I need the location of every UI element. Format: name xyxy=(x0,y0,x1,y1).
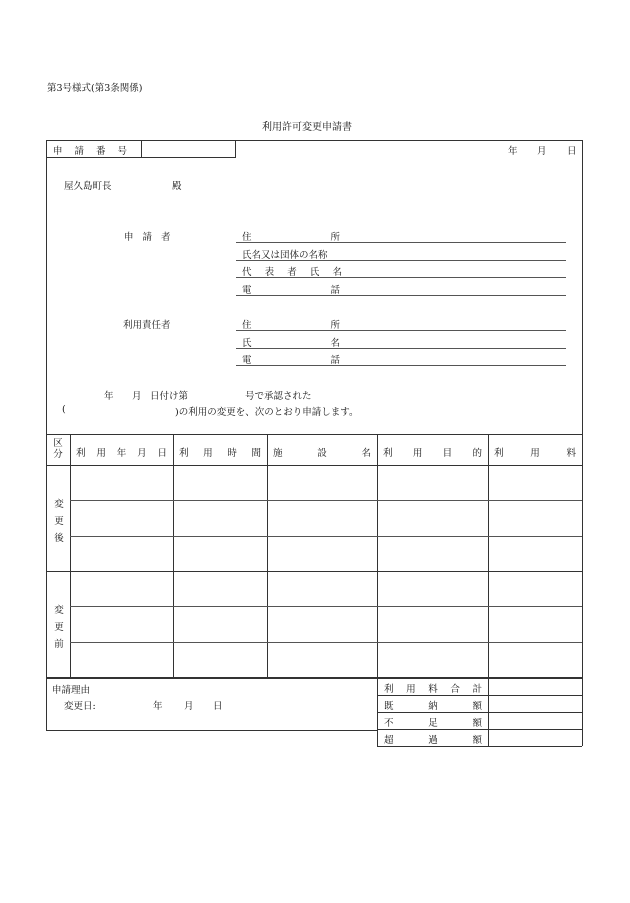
applicant-field-3-label: 電 話 xyxy=(242,284,340,296)
fee-row-line xyxy=(377,712,582,713)
table-cell[interactable] xyxy=(269,644,375,675)
responsible-label: 利用責任者 xyxy=(123,320,171,331)
fee-value-0[interactable] xyxy=(492,681,578,693)
table-cell[interactable] xyxy=(379,467,486,498)
applicant-field-0-underline xyxy=(236,242,566,243)
change-date-month: 月 xyxy=(184,701,194,712)
table-row-line xyxy=(70,606,582,607)
table-cell[interactable] xyxy=(72,644,171,675)
fee-value-3[interactable] xyxy=(492,732,578,744)
table-header-bottom xyxy=(46,465,582,466)
section-label-1: 変 更 前 xyxy=(54,604,64,650)
applicant-field-2-input[interactable] xyxy=(360,264,560,276)
col-header-1: 利 用 年 月 日 xyxy=(76,448,167,459)
change-date-label: 変更日: xyxy=(64,701,96,712)
statement-approved: 号で承認された xyxy=(245,391,312,402)
fee-bottom-border xyxy=(377,746,582,747)
applicant-field-3-underline xyxy=(236,295,566,296)
date-day: 日 xyxy=(567,146,577,157)
table-cell[interactable] xyxy=(269,573,375,604)
table-cell[interactable] xyxy=(269,467,375,498)
applicant-field-2-label: 代 表 者 氏 名 xyxy=(242,267,342,278)
table-cell[interactable] xyxy=(490,644,580,675)
fee-label-1: 既 納 額 xyxy=(384,701,482,712)
applicant-label: 申請者 xyxy=(124,232,180,243)
responsible-field-2-label: 電 話 xyxy=(242,355,340,366)
table-row-line xyxy=(70,642,582,643)
statement-request: )の利用の変更を、次のとおり申請します。 xyxy=(175,407,359,418)
table-cell[interactable] xyxy=(175,573,265,604)
table-cell[interactable] xyxy=(379,644,486,675)
outer-bottom-border xyxy=(46,730,377,731)
applicant-field-1-underline xyxy=(236,260,566,261)
table-cell[interactable] xyxy=(72,573,171,604)
table-cell[interactable] xyxy=(175,644,265,675)
fee-label-3: 超 過 額 xyxy=(384,735,482,746)
table-cell[interactable] xyxy=(379,502,486,533)
table-cell[interactable] xyxy=(379,573,486,604)
date-month: 月 xyxy=(537,146,547,157)
outer-right-border xyxy=(582,140,583,678)
reason-label: 申請理由 xyxy=(52,685,91,696)
applicant-field-2-underline xyxy=(236,277,566,278)
table-cell[interactable] xyxy=(490,467,580,498)
fee-right-border xyxy=(582,678,583,746)
document-title: 利用許可変更申請書 xyxy=(262,122,352,133)
responsible-field-1-underline xyxy=(236,348,566,349)
table-cell[interactable] xyxy=(72,467,171,498)
responsible-field-2-underline xyxy=(236,365,566,366)
table-cell[interactable] xyxy=(379,608,486,639)
fee-value-2[interactable] xyxy=(492,715,578,727)
table-cell[interactable] xyxy=(269,538,375,569)
statement-month: 月 xyxy=(132,391,142,402)
responsible-field-0-input[interactable] xyxy=(360,317,560,329)
date-year: 年 xyxy=(508,146,518,157)
table-cell[interactable] xyxy=(175,502,265,533)
responsible-field-0-underline xyxy=(236,330,566,331)
table-cell[interactable] xyxy=(490,538,580,569)
fee-row-line xyxy=(377,729,582,730)
applicant-field-1-label: 氏名又は団体の名称 xyxy=(242,249,328,261)
applicant-field-3-input[interactable] xyxy=(360,282,560,294)
table-top-border xyxy=(46,434,582,435)
table-row-line xyxy=(70,500,582,501)
applicant-field-0-input[interactable] xyxy=(360,229,560,241)
table-cell[interactable] xyxy=(379,538,486,569)
table-cell[interactable] xyxy=(490,502,580,533)
table-cell[interactable] xyxy=(175,538,265,569)
table-cell[interactable] xyxy=(72,538,171,569)
form-number: 第3号様式(第3条関係) xyxy=(47,83,143,94)
col-header-2: 利 用 時 間 xyxy=(179,448,261,459)
change-date-day: 日 xyxy=(213,701,223,712)
fee-label-0: 利 用 料 合 計 xyxy=(384,684,482,695)
applicant-field-1-input[interactable] xyxy=(360,247,560,259)
table-cell[interactable] xyxy=(269,502,375,533)
section-label-0: 変 更 後 xyxy=(54,498,64,544)
applicant-field-0-label: 住 所 xyxy=(242,232,340,243)
fee-value-1[interactable] xyxy=(492,698,578,710)
application-number-label-text: 申請番号 xyxy=(53,146,140,157)
responsible-field-2-input[interactable] xyxy=(360,352,560,364)
fee-label-2: 不 足 額 xyxy=(384,718,482,729)
col-header-category: 区 分 xyxy=(53,438,63,460)
addressee: 屋久島町長 xyxy=(64,181,112,192)
statement-paren-open: ( xyxy=(62,404,66,415)
table-cell[interactable] xyxy=(175,608,265,639)
col-header-4: 利 用 目 的 xyxy=(383,448,482,459)
table-cell[interactable] xyxy=(72,608,171,639)
statement-dated-no: 日付け第 xyxy=(150,391,189,402)
statement-year: 年 xyxy=(104,391,114,402)
table-cell[interactable] xyxy=(269,608,375,639)
table-cell[interactable] xyxy=(490,573,580,604)
addressee-honorific: 殿 xyxy=(172,181,182,192)
application-number-label xyxy=(53,143,140,157)
table-cell[interactable] xyxy=(72,502,171,533)
table-cell[interactable] xyxy=(490,608,580,639)
responsible-field-1-label: 氏 名 xyxy=(242,337,340,349)
responsible-field-1-input[interactable] xyxy=(360,335,560,347)
table-row-line xyxy=(70,536,582,537)
table-cell[interactable] xyxy=(175,467,265,498)
change-date-year: 年 xyxy=(153,701,163,712)
fee-row-line xyxy=(377,695,582,696)
col-header-5: 利 用 料 xyxy=(494,448,576,459)
col-header-3: 施 設 名 xyxy=(273,448,371,459)
responsible-field-0-label: 住 所 xyxy=(242,320,340,331)
section-bottom-line xyxy=(46,571,582,572)
